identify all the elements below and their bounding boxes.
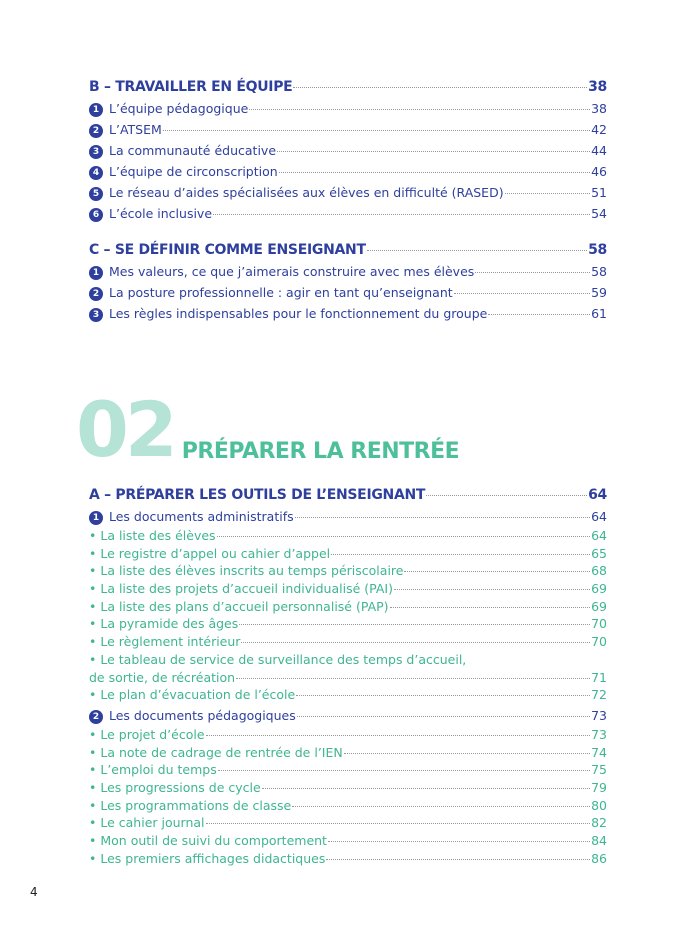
dot-leader — [426, 495, 587, 496]
dot-leader — [344, 753, 590, 754]
page-number: 65 — [591, 545, 607, 561]
page-number: 70 — [591, 616, 607, 632]
toc-subitem[interactable] — [89, 633, 607, 651]
item-label: La posture professionnelle : agir en tant qu’enseignant — [109, 285, 453, 300]
page-number: 79 — [591, 779, 607, 795]
toc-subitem[interactable] — [89, 686, 607, 704]
number-badge-icon: 3 — [89, 145, 103, 159]
toc-section-a — [89, 484, 607, 867]
page-number: 72 — [591, 687, 607, 703]
toc-item[interactable] — [89, 506, 607, 527]
toc-subitem-line2[interactable] — [89, 669, 607, 687]
section-heading[interactable] — [89, 484, 607, 506]
dot-leader — [293, 87, 587, 88]
dot-leader — [505, 193, 591, 194]
item-label: • Le règlement intérieur — [89, 633, 240, 651]
toc-item[interactable] — [89, 282, 607, 303]
toc-subitem[interactable] — [89, 779, 607, 797]
toc-subitem[interactable] — [89, 527, 607, 545]
toc-item[interactable] — [89, 161, 607, 182]
item-label: Les documents pédagogiques — [109, 707, 296, 723]
toc-subitem[interactable] — [89, 744, 607, 762]
dot-leader — [326, 859, 590, 860]
toc-subitem[interactable] — [89, 615, 607, 633]
item-label: • Le projet d’école — [89, 726, 205, 744]
number-badge-icon: 3 — [89, 308, 103, 322]
item-label: Mes valeurs, ce que j’aimerais construire avec mes élèves — [109, 264, 475, 279]
page-number: 58 — [591, 264, 607, 279]
dot-leader — [488, 314, 590, 315]
toc-item[interactable] — [89, 704, 607, 726]
page-number: 46 — [591, 164, 607, 179]
heading-text: A – PRÉPARER LES OUTILS DE L’ENSEIGNANT — [89, 487, 426, 503]
page-number: 38 — [588, 79, 607, 95]
dot-leader — [292, 806, 590, 807]
item-label: • La note de cadrage de rentrée de l’IEN — [89, 744, 343, 762]
dot-leader — [239, 624, 590, 625]
dot-leader — [206, 735, 591, 736]
toc-subitem[interactable] — [89, 850, 607, 868]
dot-leader — [367, 250, 587, 251]
page-number: 73 — [591, 726, 607, 742]
item-label: L’ATSEM — [109, 122, 162, 137]
section-heading[interactable] — [89, 239, 607, 261]
item-label: L’école inclusive — [109, 206, 213, 221]
dot-leader — [206, 823, 591, 824]
item-label: • Le registre d’appel ou cahier d’appel — [89, 545, 330, 563]
item-label: • La liste des élèves — [89, 527, 216, 545]
page-number: 64 — [591, 509, 607, 524]
dot-leader — [297, 716, 590, 717]
number-badge-icon: 2 — [89, 124, 103, 138]
toc-subitem[interactable] — [89, 562, 607, 580]
number-badge-icon: 1 — [89, 266, 103, 280]
toc-subitem[interactable] — [89, 545, 607, 563]
dot-leader — [475, 272, 590, 273]
page-number: 86 — [591, 850, 607, 866]
chapter-number: 02 — [76, 385, 174, 474]
dot-leader — [241, 642, 590, 643]
dot-leader — [277, 151, 590, 152]
toc-item[interactable] — [89, 182, 607, 203]
dot-leader — [404, 571, 590, 572]
item-label: Le tableau de service de surveillance des temps d’accueil, — [100, 651, 467, 667]
toc-subitem[interactable] — [89, 580, 607, 598]
page-folio: 4 — [30, 885, 38, 899]
toc-subitem[interactable] — [89, 598, 607, 616]
number-badge-icon: 2 — [89, 287, 103, 301]
page-number: 38 — [591, 101, 607, 116]
page-number: 69 — [591, 598, 607, 614]
page-number: 51 — [591, 185, 607, 200]
item-label: • Mon outil de suivi du comportement — [89, 832, 327, 850]
toc-subitem[interactable] — [89, 797, 607, 815]
toc-item[interactable] — [89, 261, 607, 282]
item-label: • La liste des projets d’accueil individualisé (PAI) — [89, 580, 393, 598]
item-label: • La pyramide des âges — [89, 615, 238, 633]
item-label: L’équipe de circonscription — [109, 164, 278, 179]
item-label: Le réseau d’aides spécialisées aux élèves en difficulté (RASED) — [109, 185, 504, 200]
page-number: 64 — [588, 487, 607, 503]
dot-leader — [218, 770, 590, 771]
toc-item[interactable] — [89, 98, 607, 119]
dot-leader — [249, 109, 590, 110]
item-label: de sortie, de récréation — [89, 669, 236, 685]
chapter-title: PRÉPARER LA RENTRÉE — [181, 439, 460, 464]
toc-section-c — [89, 239, 607, 324]
page-number: 82 — [591, 815, 607, 831]
number-badge-icon: 5 — [89, 187, 103, 201]
item-label: • L’emploi du temps — [89, 761, 217, 779]
number-badge-icon: 1 — [89, 511, 103, 525]
number-badge-icon: 1 — [89, 103, 103, 117]
item-label: • Les progressions de cycle — [89, 779, 261, 797]
dot-leader — [262, 788, 590, 789]
number-badge-icon: 6 — [89, 208, 103, 222]
dot-leader — [217, 536, 591, 537]
toc-subitem-line1[interactable]: • Le tableau de service de surveillance des temps d’accueil, — [89, 651, 467, 667]
item-label: • Les premiers affichages didactiques — [89, 850, 325, 868]
toc-section-b — [89, 76, 607, 224]
toc-subitem[interactable] — [89, 814, 607, 832]
item-label: • Les programmations de classe — [89, 797, 291, 815]
item-label: • La liste des élèves inscrits au temps périscolaire — [89, 562, 403, 580]
page-number: 80 — [591, 797, 607, 813]
page-number: 61 — [591, 306, 607, 321]
dot-leader — [331, 554, 590, 555]
page-number: 64 — [591, 528, 607, 543]
page-number: 74 — [591, 744, 607, 760]
page-number: 69 — [591, 581, 607, 597]
item-label: L’équipe pédagogique — [109, 101, 249, 116]
dot-leader — [279, 172, 590, 173]
item-label: Les règles indispensables pour le fonctionnement du groupe — [109, 306, 488, 321]
dot-leader — [328, 841, 590, 842]
item-label: • La liste des plans d’accueil personnalisé (PAP) — [89, 598, 389, 616]
page-number: 44 — [591, 143, 607, 158]
page-number: 70 — [591, 634, 607, 650]
toc-item[interactable] — [89, 140, 607, 161]
toc-item[interactable] — [89, 119, 607, 140]
page-number: 68 — [591, 563, 607, 579]
page-number: 59 — [591, 285, 607, 300]
dot-leader — [390, 607, 591, 608]
number-badge-icon: 4 — [89, 166, 103, 180]
heading-text: C – SE DÉFINIR COMME ENSEIGNANT — [89, 242, 366, 258]
toc-subitem[interactable] — [89, 832, 607, 850]
section-heading[interactable] — [89, 76, 607, 98]
page-number: 42 — [591, 122, 607, 137]
page-number: 58 — [588, 242, 607, 258]
item-label: • Le cahier journal — [89, 814, 205, 832]
page-number: 84 — [591, 833, 607, 848]
item-label: • Le plan d’évacuation de l’école — [89, 686, 295, 704]
dot-leader — [394, 589, 590, 590]
item-label: Les documents administratifs — [109, 509, 294, 524]
dot-leader — [295, 517, 590, 518]
chapter-heading — [76, 385, 460, 474]
page-number: 73 — [591, 707, 607, 723]
dot-leader — [296, 695, 590, 696]
toc-subitem[interactable] — [89, 761, 607, 779]
heading-text: B – TRAVAILLER EN ÉQUIPE — [89, 79, 293, 95]
page-number: 75 — [591, 762, 607, 778]
dot-leader — [236, 678, 590, 679]
item-label: La communauté éducative — [109, 143, 277, 158]
dot-leader — [454, 293, 590, 294]
page-number: 71 — [591, 669, 607, 685]
dot-leader — [213, 214, 590, 215]
toc-item[interactable] — [89, 203, 607, 224]
toc-item[interactable] — [89, 303, 607, 324]
toc-subitem[interactable] — [89, 726, 607, 744]
dot-leader — [163, 130, 590, 131]
page-number: 54 — [591, 206, 607, 221]
number-badge-icon: 2 — [89, 710, 103, 724]
